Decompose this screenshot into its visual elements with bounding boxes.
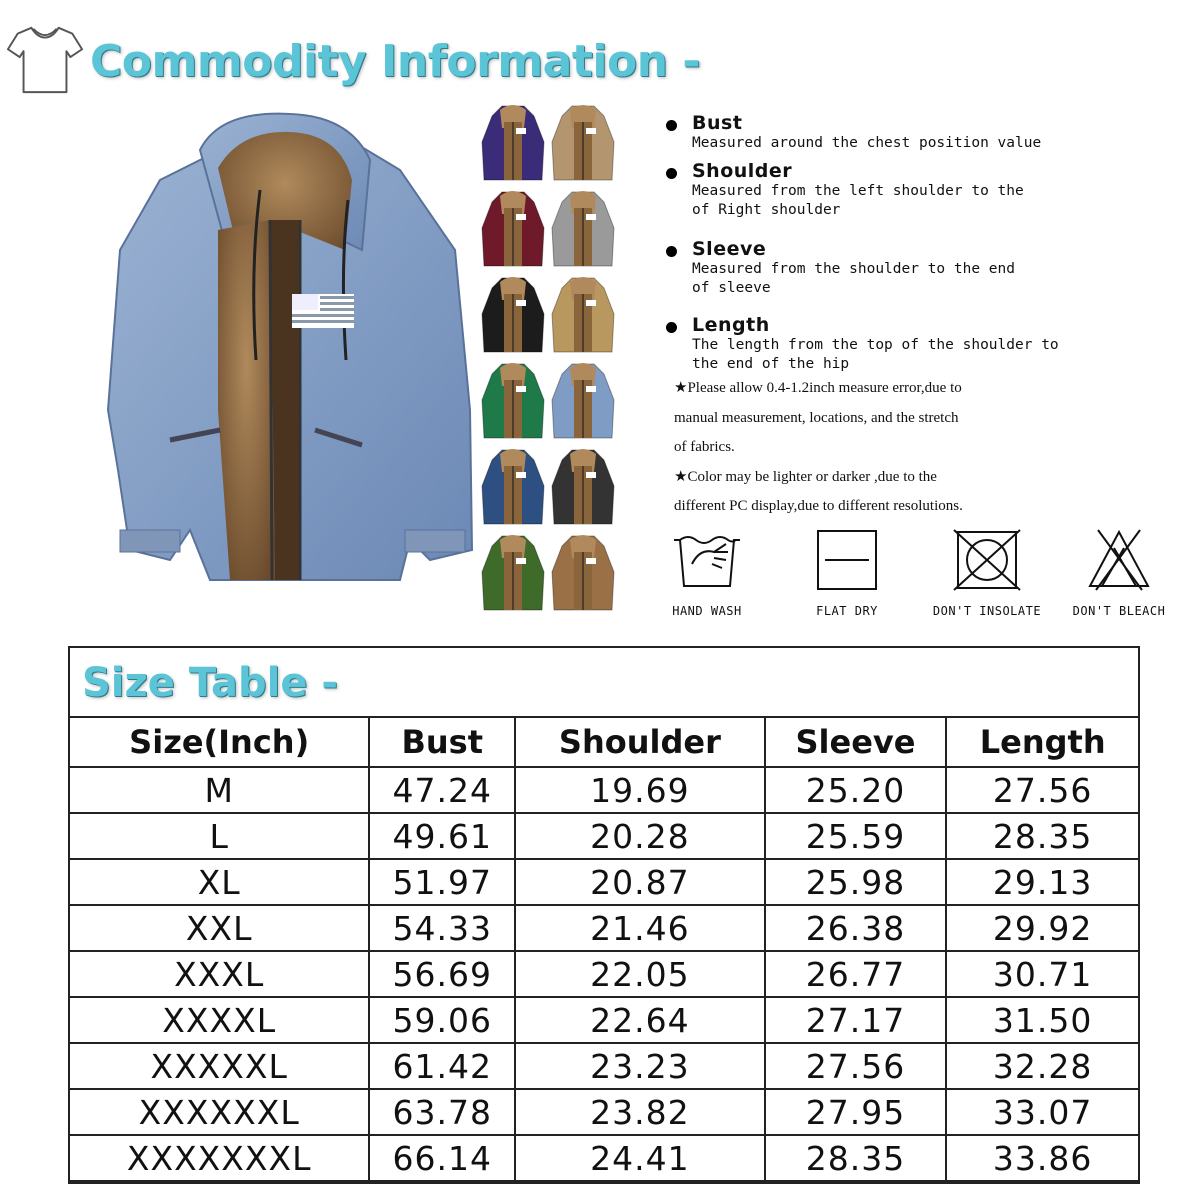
table-cell: 26.77 bbox=[765, 951, 947, 997]
table-cell: 27.56 bbox=[946, 767, 1139, 813]
table-cell: 66.14 bbox=[369, 1135, 515, 1181]
table-cell: XXXXXL bbox=[69, 1043, 369, 1089]
table-cell: 61.42 bbox=[369, 1043, 515, 1089]
table-cell: XXXL bbox=[69, 951, 369, 997]
color-swatches bbox=[478, 100, 618, 620]
jacket-swatch bbox=[550, 532, 616, 614]
size-table-body bbox=[69, 767, 1139, 1181]
size-table-header bbox=[69, 717, 1139, 767]
measurement-name: Sleeve bbox=[692, 238, 767, 260]
table-cell: 25.98 bbox=[765, 859, 947, 905]
jacket-swatch bbox=[550, 360, 616, 442]
column-header: Bust bbox=[369, 717, 515, 767]
table-cell: 25.59 bbox=[765, 813, 947, 859]
jacket-swatch bbox=[480, 360, 546, 442]
measurement-name: Length bbox=[692, 314, 770, 336]
table-cell: 28.35 bbox=[765, 1135, 947, 1181]
jacket-swatch bbox=[480, 274, 546, 356]
column-header: Shoulder bbox=[515, 717, 765, 767]
table-cell: XXXXXXXL bbox=[69, 1135, 369, 1181]
note-line: ★Color may be lighter or darker ,due to the bbox=[674, 468, 937, 485]
note-line: different PC display,due to different resolutions. bbox=[674, 498, 963, 514]
notes bbox=[674, 374, 1054, 522]
table-row bbox=[69, 905, 1139, 951]
table-cell: 27.56 bbox=[765, 1043, 947, 1089]
note-line: of fabrics. bbox=[674, 439, 735, 455]
care-dont-insolate bbox=[932, 528, 1042, 618]
table-cell: XXL bbox=[69, 905, 369, 951]
table-cell: L bbox=[69, 813, 369, 859]
table-row bbox=[69, 767, 1139, 813]
flat-dry-icon bbox=[815, 528, 879, 592]
table-cell: XL bbox=[69, 859, 369, 905]
table-cell: 25.20 bbox=[765, 767, 947, 813]
note-line: ★Please allow 0.4-1.2inch measure error,due to bbox=[674, 380, 962, 396]
care-flat-dry bbox=[792, 528, 902, 618]
table-row bbox=[69, 1043, 1139, 1089]
column-header: Sleeve bbox=[765, 717, 947, 767]
jacket-swatch bbox=[480, 102, 546, 184]
bullet-dot bbox=[666, 168, 677, 179]
table-row bbox=[69, 859, 1139, 905]
table-cell: 19.69 bbox=[515, 767, 765, 813]
bullet-dot bbox=[666, 120, 677, 131]
table-cell: 29.92 bbox=[946, 905, 1139, 951]
table-row bbox=[69, 951, 1139, 997]
care-label: FLAT DRY bbox=[816, 604, 878, 618]
table-cell: 21.46 bbox=[515, 905, 765, 951]
table-row bbox=[69, 997, 1139, 1043]
table-cell: 28.35 bbox=[946, 813, 1139, 859]
jacket-swatch bbox=[550, 274, 616, 356]
size-table bbox=[68, 716, 1140, 1182]
table-cell: 47.24 bbox=[369, 767, 515, 813]
measurement-desc: Measured around the chest position value bbox=[692, 135, 1042, 151]
column-header: Length bbox=[946, 717, 1139, 767]
care-label: HAND WASH bbox=[672, 604, 742, 618]
table-cell: 59.06 bbox=[369, 997, 515, 1043]
table-cell: M bbox=[69, 767, 369, 813]
bullet-dot bbox=[666, 246, 677, 257]
table-cell: 27.17 bbox=[765, 997, 947, 1043]
jacket-swatch bbox=[480, 188, 546, 270]
care-hand-wash bbox=[652, 528, 762, 618]
measurement-item bbox=[664, 112, 1112, 153]
table-cell: 51.97 bbox=[369, 859, 515, 905]
table-cell: 56.69 bbox=[369, 951, 515, 997]
note-line: manual measurement, locations, and the stretch bbox=[674, 409, 959, 426]
jacket-swatch bbox=[480, 446, 546, 528]
table-cell: 23.23 bbox=[515, 1043, 765, 1089]
measurement-item bbox=[664, 238, 1112, 298]
measurement-desc: Measured from the left shoulder to the of Right shoulder bbox=[692, 183, 1024, 218]
table-cell: 32.28 bbox=[946, 1043, 1139, 1089]
table-cell: 49.61 bbox=[369, 813, 515, 859]
jacket-swatch bbox=[480, 532, 546, 614]
table-cell: 26.38 bbox=[765, 905, 947, 951]
main-jacket-image bbox=[100, 110, 480, 590]
jacket-swatch bbox=[550, 188, 616, 270]
table-cell: 22.05 bbox=[515, 951, 765, 997]
table-cell: 30.71 bbox=[946, 951, 1139, 997]
table-cell: 20.28 bbox=[515, 813, 765, 859]
care-label: DON'T BLEACH bbox=[1072, 604, 1166, 618]
table-cell: 63.78 bbox=[369, 1089, 515, 1135]
measurement-desc: Measured from the shoulder to the end of sleeve bbox=[692, 261, 1016, 296]
page-title: Commodity Information - bbox=[90, 36, 701, 87]
table-cell: 29.13 bbox=[946, 859, 1139, 905]
measurement-item bbox=[664, 314, 1112, 374]
table-row bbox=[69, 1089, 1139, 1135]
table-cell: XXXXL bbox=[69, 997, 369, 1043]
tshirt-icon bbox=[6, 20, 84, 98]
table-cell: 33.86 bbox=[946, 1135, 1139, 1181]
table-cell: 22.64 bbox=[515, 997, 765, 1043]
dont-insolate-icon bbox=[952, 528, 1022, 592]
table-cell: 23.82 bbox=[515, 1089, 765, 1135]
table-cell: 20.87 bbox=[515, 859, 765, 905]
bullet-dot bbox=[666, 322, 677, 333]
table-cell: 27.95 bbox=[765, 1089, 947, 1135]
table-row bbox=[69, 813, 1139, 859]
column-header: Size(Inch) bbox=[69, 717, 369, 767]
table-cell: 31.50 bbox=[946, 997, 1139, 1043]
dont-bleach-icon bbox=[1084, 528, 1154, 592]
table-cell: 33.07 bbox=[946, 1089, 1139, 1135]
measurement-name: Bust bbox=[692, 112, 743, 134]
jacket-swatch bbox=[550, 446, 616, 528]
size-table-title: Size Table - bbox=[82, 660, 338, 706]
care-dont-bleach bbox=[1064, 528, 1174, 618]
jacket-swatch bbox=[550, 102, 616, 184]
table-cell: XXXXXXL bbox=[69, 1089, 369, 1135]
hand-wash-icon bbox=[670, 528, 744, 592]
table-row bbox=[69, 1135, 1139, 1181]
measurement-desc: The length from the top of the shoulder to the end of the hip bbox=[692, 337, 1059, 372]
table-cell: 24.41 bbox=[515, 1135, 765, 1181]
care-label: DON'T INSOLATE bbox=[932, 604, 1042, 618]
table-cell: 54.33 bbox=[369, 905, 515, 951]
measurement-name: Shoulder bbox=[692, 160, 793, 182]
measurement-item bbox=[664, 160, 1112, 220]
